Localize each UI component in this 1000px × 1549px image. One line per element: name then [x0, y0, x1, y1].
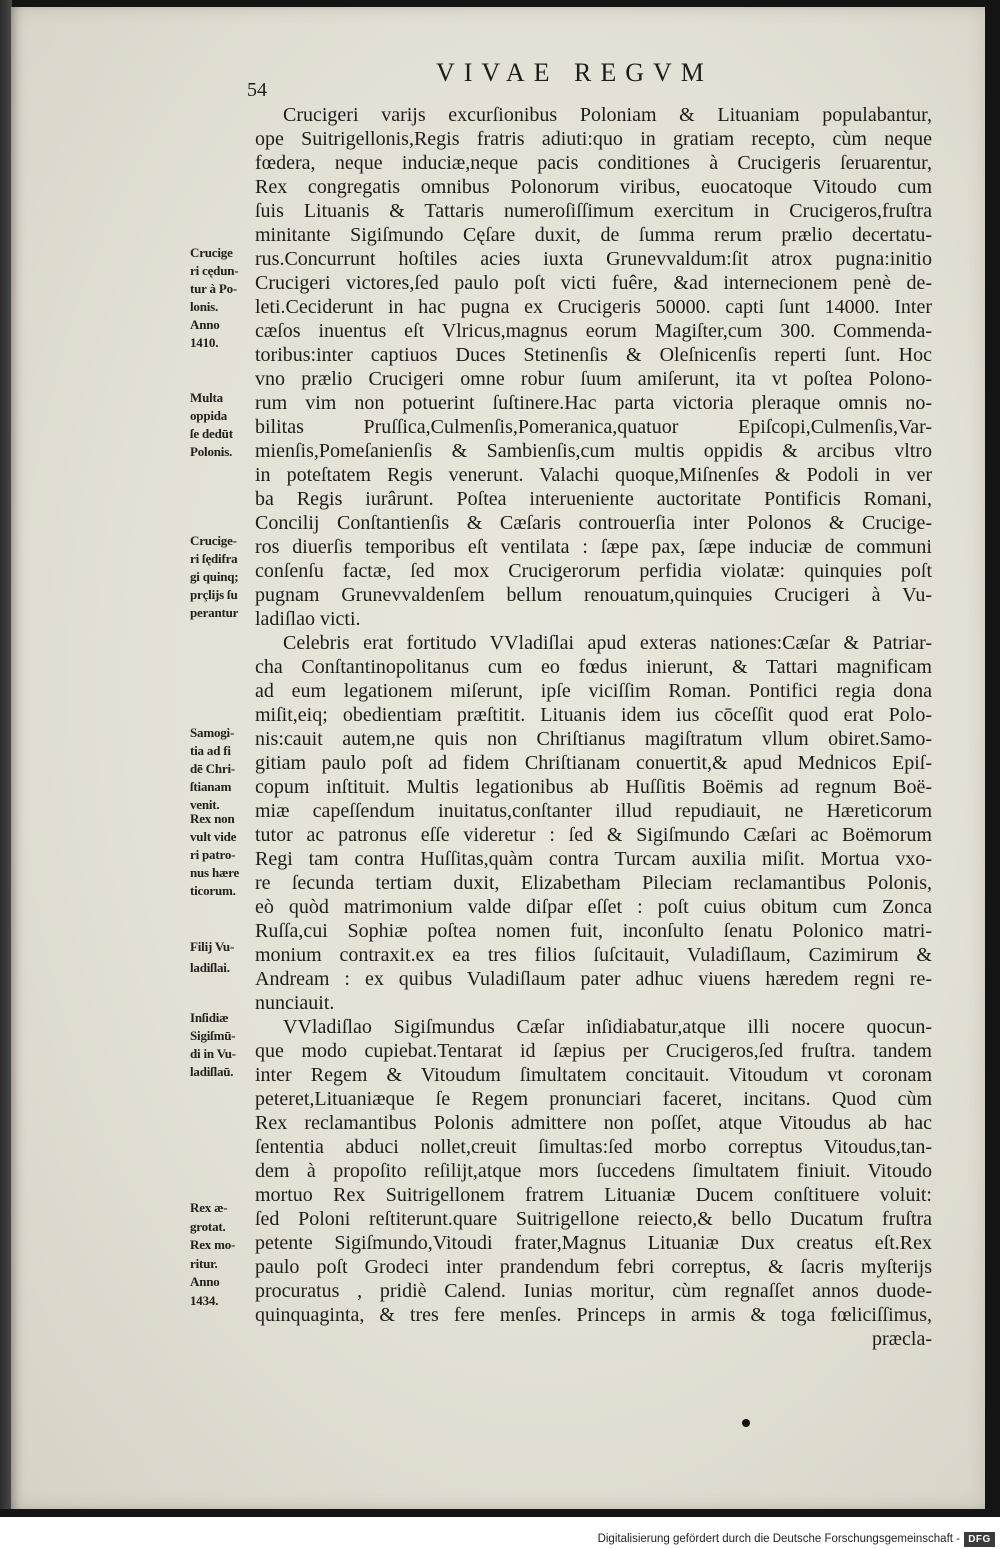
text-line: copum inſtituit. Multis legationibus ab Huſſitis Boëmis ad regnum Boë-	[255, 776, 932, 798]
text-line: quinquaginta, & tres fere menſes. Princeps in armis & toga fœliciſſimus,	[255, 1304, 932, 1326]
margin-note	[190, 1009, 252, 1081]
text-line: ſuis Lituanis & Tattaris numeroſiſſimum exercitum in Crucigeros,fruſtra	[255, 200, 932, 222]
margin-note-line: Filij Vu-	[190, 939, 235, 954]
text-line: Celebris erat fortitudo VVladiſlai apud exteras nationes:Cæſar & Patriar-	[283, 632, 932, 654]
margin-note-line: ticorum.	[190, 883, 236, 898]
margin-note-line: perantur	[190, 605, 239, 620]
margin-note-line: ri cędun-	[190, 263, 239, 278]
text-line: ſententia abduci nollet,creuit ſimultas:ſed morbo correptus Vitoudus,tan-	[255, 1136, 932, 1158]
text-line: Andream : ex quibus Vuladiſlaum pater adhuc viuens hæredem regni re-	[255, 968, 932, 990]
text-line: miæ capeſſendum inuitatus,conſtanter illud repudiauit, ne Hæreticorum	[255, 800, 932, 822]
text-line: Crucigeri varijs excurſionibus Poloniam & Lituaniam populabantur,	[283, 104, 932, 126]
margin-note-line: ritur.	[190, 1255, 218, 1271]
margin-note	[190, 1199, 252, 1310]
text-line: Crucigeri victores,ſed paulo poſt victi fuêre, &ad internecionem penè de-	[255, 272, 932, 294]
text-line: Ruſſa,cui Sophiæ poſtea nomen fuit, inconſulto ſenatu Polonico matri-	[255, 920, 932, 942]
margin-note	[190, 244, 252, 352]
margin-note-line: Anno	[190, 1274, 220, 1289]
text-line: inter Regem & Vitoudum ſimultatem concitauit. Vitoudum vt coronam	[255, 1064, 932, 1086]
text-line: miſit,eiq; obedientiam præſtitit. Lituanis idem ius cōceſſit quod erat Polo-	[255, 704, 932, 726]
text-line: ba Regis iurârunt. Poſtea interueniente auctoritate Pontificis Romani,	[255, 488, 932, 510]
text-line: rum vim non potuerint ſuſtinere.Hac parta victoria pleraque omnis no-	[255, 392, 932, 414]
margin-note-line: dē Chri-	[190, 761, 235, 776]
text-line: Regi tam contra Huſſitas,quàm contra Turcam auxilia miſit. Mortua vxo-	[255, 848, 932, 870]
text-line: Concilij Conſtantienſis & Cæſaris controuerſia inter Polonos & Crucige-	[255, 512, 932, 534]
margin-note	[190, 724, 252, 814]
text-line: bilitas Pruſſica,Culmenſis,Pomeranica,quatuor Epiſcopi,Culmenſis,Var-	[255, 416, 932, 438]
running-head: VIVAE REGVM	[436, 58, 713, 87]
margin-note-line: vult vide	[190, 829, 237, 844]
digitization-footer	[0, 1517, 1000, 1549]
text-line: procuratus , pridiè Calend. Iunias moritur, cùm regnaſſet annos duode-	[255, 1280, 932, 1302]
text-line: paulo poſt Grodeci inter prandendum febri correptus, & ſacris myſterijs	[255, 1256, 932, 1278]
catchword: præcla-	[872, 1328, 932, 1350]
text-line: re ſecunda tertiam duxit, Elizabetham Pileciam reclamantibus Polonis,	[255, 872, 932, 894]
text-line: cæſos inuentus eſt Vlricus,magnus eorum Magiſter,cum 300. Commenda-	[255, 320, 932, 342]
margin-note-line: Rex æ-	[190, 1200, 228, 1215]
margin-note-line: ladiſlaū.	[190, 1064, 234, 1079]
margin-note-line: Rex non	[190, 811, 235, 826]
text-line: rus.Concurrunt hoſtiles acies iuxta Grunevvaldum:ſit atrox pugna:initio	[255, 248, 932, 270]
margin-note-line: ri ſędifra	[190, 551, 238, 566]
main-text-block	[255, 103, 932, 1351]
text-line: ros diuerſis temporibus eſt ventilata : ſæpe pax, ſæpe induciæ de communi	[255, 536, 932, 558]
text-line: monium contraxit.ex ea tres filios ſuſcitauit, Vuladiſlaum, Cazimirum &	[255, 944, 932, 966]
text-line: toribus:inter captiuos Duces Stetinenſis & Oleſnicenſis reperti ſunt. Hoc	[255, 344, 932, 366]
dfg-logo-icon: DFG	[964, 1532, 995, 1547]
text-line: tutor ac patronus eſſe videretur : ſed & Sigiſmundo Cæſari ac Boëmorum	[255, 824, 932, 846]
margin-note-line: grotat.	[190, 1218, 226, 1234]
margin-note-line: venit.	[190, 797, 220, 812]
text-line: in poteſtatem Regis venerunt. Valachi quoque,Miſnenſes & Podoli in ver	[255, 464, 932, 486]
scan-border	[0, 1509, 1000, 1517]
margin-note-line: oppida	[190, 408, 228, 423]
text-line: mortuo Rex Suitrigellonem fratrem Lituaniæ Ducem conſtituere voluit:	[255, 1184, 932, 1206]
margin-note-line: Samogi-	[190, 725, 235, 740]
margin-note-line: ri patro-	[190, 847, 236, 862]
margin-note-line: Anno	[190, 317, 220, 332]
text-line: VVladiſlao Sigiſmundus Cæſar inſidiabatur,atque illi nocere quocun-	[283, 1016, 932, 1038]
text-line: nis:cauit autem,ne quis non Chriſtianus magiſtratum vllum obiret.Samo-	[255, 728, 932, 750]
text-line: Rex reclamantibus Polonis admittere non poſſet, atque Vitoudus ab hac	[255, 1112, 932, 1134]
text-line: cha Conſtantinopolitanus cum eo fœdus inierunt, & Tattari magnificam	[255, 656, 932, 678]
margin-note-line: Rex mo-	[190, 1237, 236, 1252]
margin-note	[190, 810, 252, 900]
footer-credit: Digitalisierung gefördert durch die Deutsche Forschungsgemeinschaft -	[597, 1533, 960, 1545]
text-line: peteret,Lituaniæque ſe Regem pronunciari faceret, incitans. Quod cùm	[255, 1088, 932, 1110]
margin-note-line: 1410.	[190, 335, 219, 350]
margin-note	[190, 532, 252, 622]
text-line: ad eum legationem miſerunt, ipſe viciſſim Roman. Pontifici regia dona	[255, 680, 932, 702]
margin-note-line: Multa	[190, 390, 223, 405]
text-line: pugnam Grunevvaldenſem bellum renouatum,quinquies Crucigeri à Vu-	[255, 584, 932, 606]
margin-note-line: Crucige-	[190, 533, 237, 548]
text-line: ope Suitrigellonis,Regis fratris adiuti:quo in gratiam recepto, cùm neque	[255, 128, 932, 150]
margin-note-line: nus hære	[190, 865, 240, 880]
margin-note-line: ſe dedūt	[190, 426, 233, 441]
text-line: petente Sigiſmundo,Vitoudi frater,Magnus Lituaniæ Dux creatus eſt.Rex	[255, 1232, 932, 1254]
margin-note-line: tur à Po-	[190, 281, 238, 296]
margin-note-line: ladiſlai.	[190, 960, 230, 975]
margin-note-line: Polonis.	[190, 444, 233, 459]
ink-spot	[742, 1419, 750, 1427]
margin-note-line: lonis.	[190, 299, 219, 314]
page-number: 54	[247, 79, 267, 101]
text-line: conſenſu factæ, ſed mox Crucigerorum perfidia violatæ: quinquies poſt	[255, 560, 932, 582]
margin-note-line: gi quinq;	[190, 569, 239, 584]
text-line: fœdera, neque induciæ,neque pacis conditiones à Crucigeris ſeruarentur,	[255, 152, 932, 174]
text-line: ſed Poloni reſtiterunt.quare Suitrigellone reiecto,& bello Ducatum fruſtra	[255, 1208, 932, 1230]
text-line: nunciauit.	[255, 992, 335, 1014]
margin-note-line: tia ad fi	[190, 743, 231, 758]
margin-note-line: Sigiſmū-	[190, 1028, 236, 1043]
text-line: gitiam paulo poſt ad fidem Chriſtianam conuertit,& apud Mednicos Epiſ-	[255, 752, 932, 774]
margin-note-line: Crucige	[190, 245, 233, 260]
text-line: ladiſlao victi.	[255, 608, 361, 630]
text-line: mienſis,Pomeſanienſis & Sambienſis,cum multis oppidis & arcibus vltro	[255, 440, 932, 462]
text-line: leti.Ceciderunt in hac pugna ex Crucigeris 50000. capti ſunt 14000. Inter	[255, 296, 932, 318]
margin-note	[190, 936, 252, 978]
margin-note-line: prçlijs ſu	[190, 587, 238, 602]
margin-note-line: 1434.	[190, 1292, 219, 1308]
text-line: Rex congregatis omnibus Polonorum viribus, euocatoque Vitoudo cum	[255, 176, 932, 198]
margin-note	[190, 389, 252, 461]
margin-note-line: ſtianam	[190, 779, 232, 794]
text-line: minitante Sigiſmundo Cęſare duxit, de ſumma rerum prælio decertatu-	[255, 224, 932, 246]
margin-note-line: Inſidiæ	[190, 1010, 229, 1025]
text-line: que modo cupiebat.Tentarat id ſæpius per Crucigeros,ſed fruſtra. tandem	[255, 1040, 932, 1062]
text-line: dem à propoſito reſilijt,atque mors ſuccedens ſimultatem finiuit. Vitoudo	[255, 1160, 932, 1182]
text-line: eò quòd matrimonium valde diſpar eſſet : poſt cuius obitum cum Zonca	[255, 896, 932, 918]
margin-note-line: di in Vu-	[190, 1046, 236, 1061]
text-line: vno prælio Crucigeri omne robur ſuum amiſerunt, ita vt poſtea Polono-	[255, 368, 932, 390]
